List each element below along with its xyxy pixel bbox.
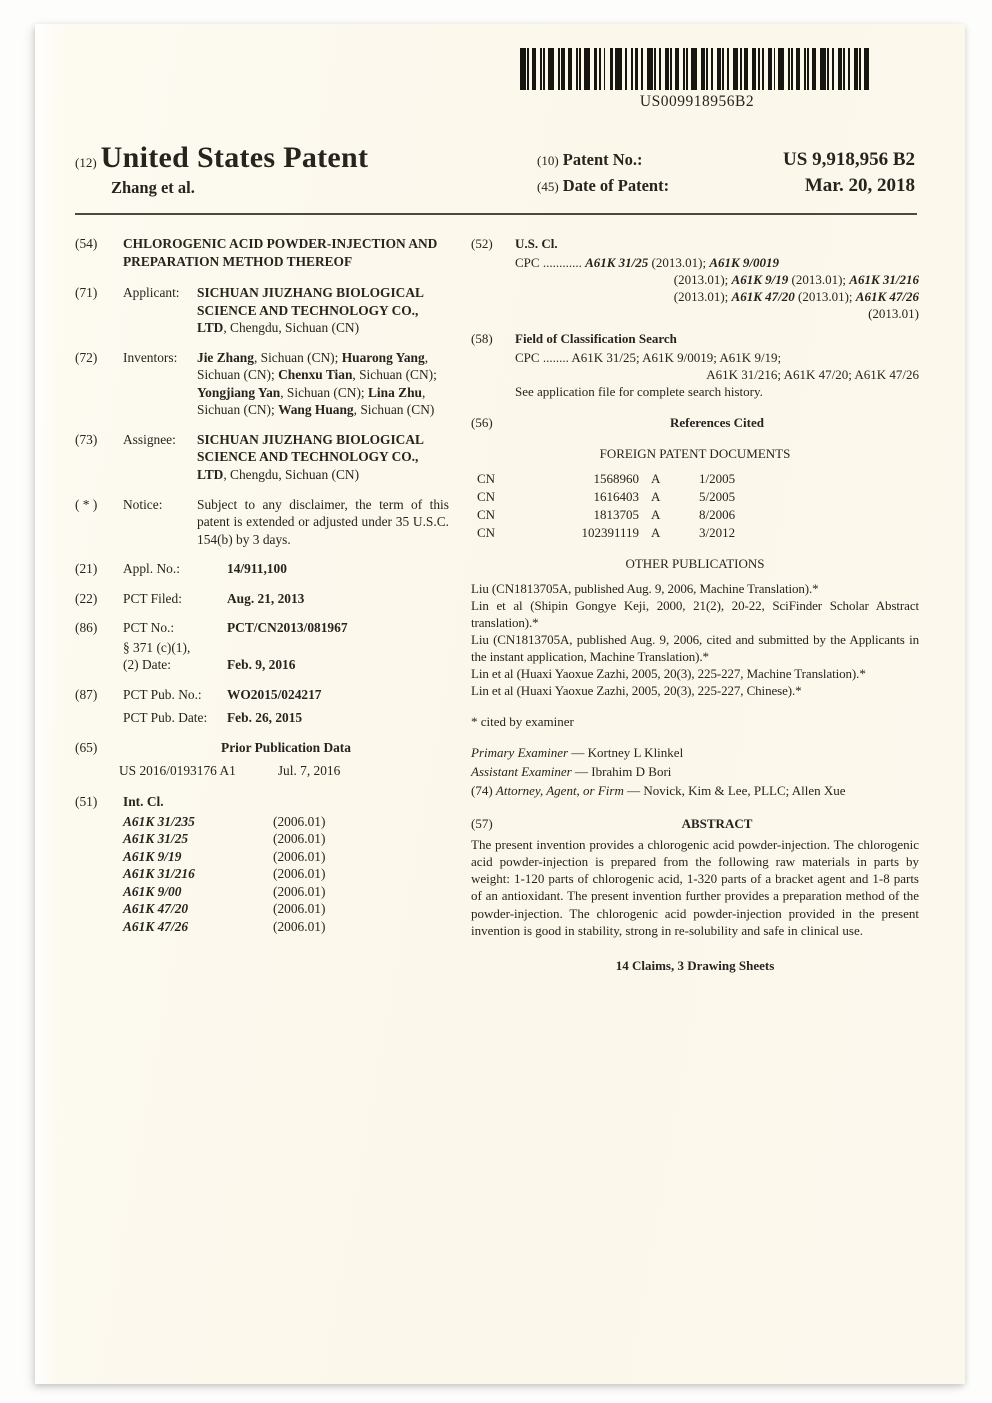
publication-item: Lin et al (Huaxi Yaoxue Zazhi, 2005, 20(3), 225-227, Machine Translation).* (471, 666, 866, 682)
int-cl-row (123, 830, 449, 848)
patent-number-value: US 9,918,956 B2 (783, 149, 915, 170)
field-search-line1: CPC ........ A61K 31/25; A61K 9/0019; A61K 9/19; (515, 350, 782, 366)
assignee-value: SICHUAN JIUZHANG BIOLOGICAL SCIENCE AND TECHNOLOGY CO., LTD, Chengdu, Sichuan (CN) (197, 431, 424, 483)
doc-number: 1568960 (593, 471, 639, 487)
references-heading: References Cited (670, 415, 764, 431)
int-cl-version: (2006.01) (273, 918, 326, 934)
371-date-value: Feb. 9, 2016 (227, 657, 296, 673)
int-cl-row (123, 918, 449, 936)
int-cl-heading: Int. Cl. (123, 794, 164, 810)
code-45: (45) (537, 179, 559, 194)
patent-date-label-text: Date of Patent: (562, 176, 670, 195)
doc-date: 8/2006 (699, 507, 736, 523)
section-65-prior-pub (75, 739, 449, 757)
int-cl-version: (2006.01) (273, 848, 326, 864)
int-cl-row (123, 848, 449, 866)
kind-code: A (651, 471, 661, 487)
patent-date-value: Mar. 20, 2018 (804, 175, 915, 196)
left-column (75, 235, 449, 974)
kind-code: A (651, 507, 661, 523)
int-cl-code: A61K 9/19 (123, 848, 182, 864)
field-num: (71) (75, 285, 98, 301)
inventors-label: Inventors: (123, 349, 178, 365)
assignee-label: Assignee: (123, 431, 176, 447)
field-num: (58) (471, 331, 493, 347)
cpc-line: (2013.01); A61K 47/20 (2013.01); A61K 47/26 (673, 289, 919, 305)
doc-number: 102391119 (581, 525, 639, 541)
spacer (75, 709, 123, 727)
field-num: (22) (75, 590, 98, 606)
int-cl-row (123, 900, 449, 918)
patent-number-row (537, 149, 915, 171)
field-num: (87) (75, 686, 98, 702)
pct-no-value: PCT/CN2013/081967 (227, 620, 348, 636)
assistant-examiner-line: Assistant Examiner — Ibrahim D Bori (471, 764, 672, 780)
patent-date-label (537, 176, 669, 196)
primary-examiner-line: Primary Examiner — Kortney L Klinkel (471, 745, 684, 761)
publication-item: Liu (CN1813705A, published Aug. 9, 2006, cited and submitted by the Applicants in the instant application, Machine Translation).* (471, 632, 919, 665)
patent-front-page (35, 24, 965, 1384)
pct-filed-value: Aug. 21, 2013 (227, 590, 305, 606)
int-cl-code: A61K 9/00 (123, 883, 182, 899)
patent-number-label-text: Patent No.: (562, 150, 643, 169)
patent-date-row (537, 175, 915, 197)
applicant-label: Applicant: (123, 285, 180, 301)
publication-item: Lin et al (Huaxi Yaoxue Zazhi, 2005, 20(3), 225-227, Chinese).* (471, 683, 802, 699)
section-87-pct-pub (75, 686, 449, 704)
field-num: (72) (75, 349, 98, 365)
doc-number: 1813705 (593, 507, 639, 523)
abstract-heading: ABSTRACT (681, 816, 753, 832)
field-search-heading: Field of Classification Search (515, 331, 677, 347)
field-num: (86) (75, 620, 98, 636)
371-label (123, 639, 227, 674)
barcode-number: US009918956B2 (639, 93, 755, 110)
field-num: (54) (75, 236, 98, 251)
publication-item: Liu (CN1813705A, published Aug. 9, 2006, Machine Translation).* (471, 581, 819, 597)
doc-date: 1/2005 (699, 471, 736, 487)
int-cl-row (123, 865, 449, 883)
prior-pub-number: US 2016/0193176 A1 (119, 762, 236, 778)
invention-title: CHLOROGENIC ACID POWDER-INJECTION AND PREPARATION METHOD THEREOF (123, 236, 438, 269)
pct-filed-label: PCT Filed: (123, 590, 182, 606)
pct-pub-no-value: WO2015/024217 (227, 686, 322, 702)
kind-code: A (651, 525, 661, 541)
int-cl-version: (2006.01) (273, 901, 326, 917)
applicant-value: SICHUAN JIUZHANG BIOLOGICAL SCIENCE AND TECHNOLOGY CO., LTD, Chengdu, Sichuan (CN) (197, 285, 424, 336)
int-cl-version: (2006.01) (273, 831, 326, 847)
examiner-block (471, 744, 919, 799)
field-num: (73) (75, 431, 98, 447)
pct-pub-no-label: PCT Pub. No.: (123, 686, 202, 702)
field-num: (51) (75, 794, 98, 810)
section-73-assignee (75, 431, 449, 484)
appl-no-label: Appl. No.: (123, 561, 180, 577)
abstract-text: The present invention provides a chlorogenic acid powder-injection. The chlorogenic acid powder-injection is prepared from the following raw materials in parts by weight: 1-120 parts of chlorogenic acid, 1-320 parts of a bracket agent and 1-8 parts of an antioxidant. The present invention further provides a preparation method of the powder-injection. The chlorogenic acid powder-injection provided in the present invention is good in stability, strong in re-solubility and safe in clinical use. (471, 837, 919, 938)
int-cl-version: (2006.01) (273, 883, 326, 899)
section-71-applicant (75, 284, 449, 337)
int-cl-code: A61K 31/235 (123, 813, 195, 829)
int-cl-list (123, 813, 449, 936)
section-57-abstract (471, 815, 919, 832)
section-22-pct-filed (75, 590, 449, 608)
other-publications-list (471, 580, 919, 699)
header (35, 111, 965, 201)
inventors-value: Jie Zhang, Sichuan (CN); Huarong Yang, Sichuan (CN); Chenxu Tian, Sichuan (CN); Yongjiang Yan, Sichuan (CN); Lina Zhu, Sichuan (CN); Wang Huang, Sichuan (CN) (197, 349, 437, 418)
us-cl-heading: U.S. Cl. (515, 236, 558, 251)
int-cl-code: A61K 47/26 (123, 918, 189, 934)
publication-item: Lin et al (Shipin Gongye Keji, 2000, 21(2), 20-22, SciFinder Scholar Abstract translation).* (471, 598, 919, 631)
prior-pub-row (119, 762, 449, 780)
spacer (75, 639, 123, 674)
field-num: (56) (471, 415, 493, 431)
kind-code: A (651, 489, 661, 505)
document-type-title: United States Patent (100, 141, 369, 174)
int-cl-code: A61K 31/25 (123, 831, 189, 847)
code-10: (10) (537, 153, 559, 168)
barcode-bars-icon (501, 48, 893, 90)
int-cl-code: A61K 31/216 (123, 866, 195, 882)
country-code: CN (477, 489, 496, 505)
doc-date: 3/2012 (699, 525, 736, 541)
section-56-references (471, 414, 919, 431)
foreign-patents-heading: FOREIGN PATENT DOCUMENTS (599, 446, 791, 462)
pct-pub-date-value: Feb. 26, 2015 (227, 710, 303, 726)
section-54-title (75, 235, 449, 270)
cpc-block (515, 254, 919, 322)
field-num: (21) (75, 561, 98, 577)
notice-label: Notice: (123, 496, 163, 512)
cpc-line: (2013.01) (868, 306, 919, 322)
other-publications-heading: OTHER PUBLICATIONS (625, 556, 765, 572)
int-cl-row (123, 883, 449, 901)
country-code: CN (477, 507, 496, 523)
kind-code-12: (12) (75, 155, 97, 170)
appl-no-value: 14/911,100 (227, 561, 287, 577)
int-cl-version: (2006.01) (273, 813, 326, 829)
barcode (501, 48, 893, 111)
section-72-inventors (75, 349, 449, 419)
header-right (537, 141, 915, 201)
pct-pub-date-label: PCT Pub. Date: (123, 710, 208, 726)
claims-drawing-line: 14 Claims, 3 Drawing Sheets (615, 957, 775, 973)
pct-pub-date-row (75, 709, 449, 727)
field-search-block (515, 349, 919, 400)
section-371-date (75, 639, 449, 674)
field-num: (52) (471, 236, 493, 251)
patent-number-label (537, 150, 643, 170)
two-column-body (35, 215, 965, 974)
notice-text: Subject to any disclaimer, the term of this patent is extended or adjusted under 35 U.S.C. 154(b) by 3 days. (197, 496, 449, 547)
prior-pub-date: Jul. 7, 2016 (277, 762, 341, 778)
int-cl-version: (2006.01) (273, 866, 326, 882)
section-52-us-cl (471, 235, 919, 252)
cited-by-examiner-note: * cited by examiner (471, 714, 574, 730)
doc-number: 1616403 (593, 489, 639, 505)
prior-pub-heading: Prior Publication Data (221, 740, 351, 756)
section-51-int-cl (75, 793, 449, 811)
doc-date: 5/2005 (699, 489, 736, 505)
371-line1: § 371 (c)(1), (123, 639, 191, 655)
371-line2: (2) Date: (123, 657, 171, 673)
field-search-note: See application file for complete search history. (515, 384, 763, 400)
section-21-appl-no (75, 560, 449, 578)
foreign-patents-table (477, 470, 777, 541)
header-left (75, 141, 368, 198)
country-code: CN (477, 471, 496, 487)
cpc-line: (2013.01); A61K 9/19 (2013.01); A61K 31/216 (673, 272, 919, 288)
cpc-line: CPC ............ A61K 31/25 (2013.01); A61K 9/0019 (515, 255, 780, 271)
field-search-line2: A61K 31/216; A61K 47/20; A61K 47/26 (706, 367, 919, 383)
right-column (471, 235, 919, 974)
int-cl-row (123, 813, 449, 831)
attorney-line: (74) Attorney, Agent, or Firm — Novick, Kim & Lee, PLLC; Allen Xue (471, 783, 846, 799)
int-cl-code: A61K 47/20 (123, 901, 189, 917)
section-notice (75, 496, 449, 549)
country-code: CN (477, 525, 496, 541)
first-named-inventor: Zhang et al. (111, 178, 195, 197)
pct-no-label: PCT No.: (123, 620, 175, 636)
section-58-field-search (471, 330, 919, 347)
field-num: ( * ) (75, 496, 98, 512)
field-num: (65) (75, 740, 98, 756)
field-num: (57) (471, 816, 493, 832)
section-86-pct-no (75, 619, 449, 637)
